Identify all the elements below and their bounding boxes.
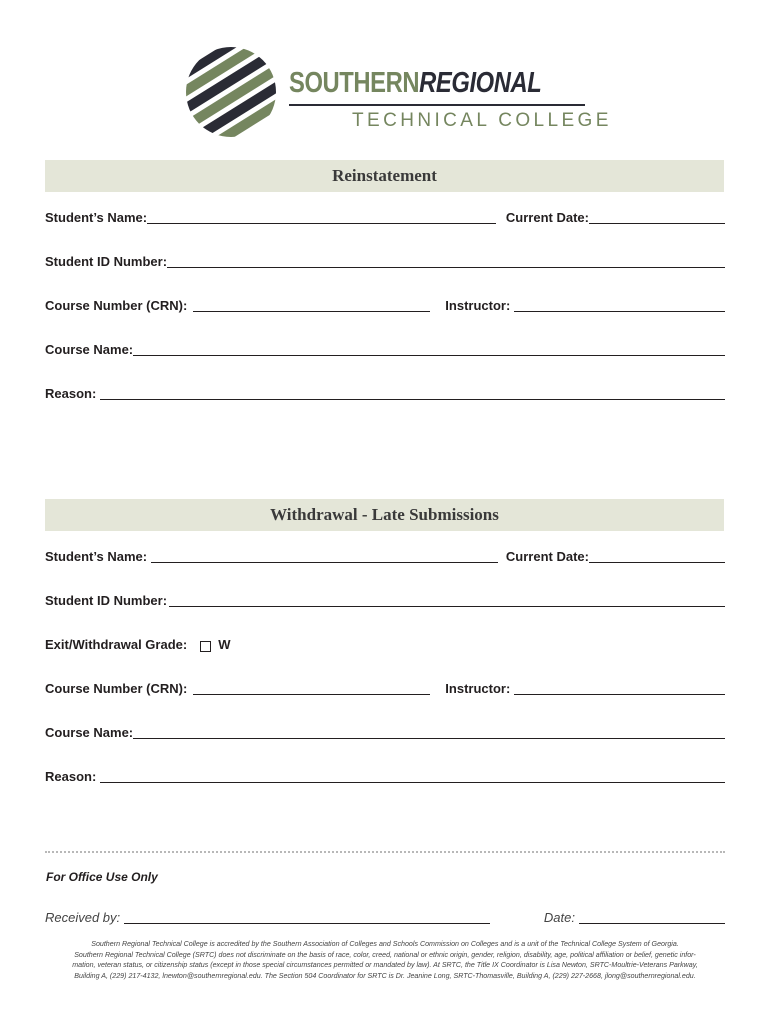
withdrawal-grade-row (45, 636, 725, 652)
logo-divider (289, 104, 585, 106)
office-divider (45, 851, 725, 853)
office-date-field[interactable] (579, 923, 725, 924)
reason-field[interactable] (100, 782, 725, 783)
received-by-label: Received by: (45, 910, 121, 925)
course-number-label: Course Number (CRN): (45, 681, 188, 696)
reinstatement-name-row (45, 209, 725, 225)
grade-w-label: W (218, 637, 231, 652)
reinstatement-id-row (45, 253, 725, 269)
office-received-row (45, 909, 725, 925)
college-logo-mark (185, 46, 277, 138)
students-name-label: Student’s Name: (45, 210, 148, 225)
course-name-field[interactable] (133, 355, 725, 356)
grade-w-checkbox[interactable] (200, 641, 211, 652)
withdrawal-section-header: Withdrawal - Late Submissions (45, 499, 724, 531)
students-name-label: Student’s Name: (45, 549, 148, 564)
course-name-label: Course Name: (45, 725, 134, 740)
logo-name-southern: SOUTHERN (289, 67, 420, 99)
withdrawal-id-row (45, 592, 725, 608)
footer-line: mation, veteran status, or citizenship status (except in those special circumstances permitted or mandated by law). At SRTC, the Title IX Coordinator is Lisa Newton, SRTC-Moultrie-Veterans Parkway, (72, 961, 698, 969)
students-name-field[interactable] (151, 562, 498, 563)
course-name-field[interactable] (133, 738, 725, 739)
office-date-label: Date: (543, 910, 575, 925)
course-number-field[interactable] (193, 311, 430, 312)
withdrawal-course-name-row (45, 724, 725, 740)
footer-line: Southern Regional Technical College is accredited by the Southern Association of Colleges and Schools Commission on Colleges and is a unit of the Technical College System of Georgia. (91, 940, 679, 948)
college-logo (185, 46, 612, 142)
reinstatement-section-header: Reinstatement (45, 160, 724, 192)
withdrawal-course-row (45, 680, 725, 696)
current-date-label: Current Date: (505, 210, 589, 225)
course-number-label: Course Number (CRN): (45, 298, 188, 313)
student-id-field[interactable] (169, 606, 725, 607)
current-date-field[interactable] (589, 562, 725, 563)
withdrawal-reason-row (45, 768, 725, 784)
reason-label: Reason: (45, 386, 97, 401)
student-id-field[interactable] (167, 267, 725, 268)
student-id-label: Student ID Number: (45, 254, 168, 269)
footer-line: Southern Regional Technical College (SRTC) does not discriminate on the basis of race, color, creed, national or ethnic origin, gender, religion, disability, age, political affiliation or belief, genetic infor- (74, 950, 696, 959)
logo-name-regional: REGIONAL (419, 67, 542, 99)
exit-withdrawal-grade-label: Exit/Withdrawal Grade: (45, 637, 188, 652)
instructor-label: Instructor: (445, 298, 511, 313)
office-use-heading: For Office Use Only (46, 870, 158, 884)
accreditation-footer (40, 939, 730, 981)
current-date-label: Current Date: (505, 549, 589, 564)
received-by-field[interactable] (124, 923, 490, 924)
college-logo-wordmark (289, 67, 542, 100)
instructor-field[interactable] (514, 311, 725, 312)
reinstatement-course-name-row (45, 341, 725, 357)
instructor-label: Instructor: (445, 681, 511, 696)
reason-field[interactable] (100, 399, 725, 400)
course-number-field[interactable] (193, 694, 430, 695)
student-id-label: Student ID Number: (45, 593, 168, 608)
reinstatement-reason-row (45, 385, 725, 401)
withdrawal-name-row (45, 548, 725, 564)
logo-subtitle: TECHNICAL COLLEGE (352, 110, 612, 131)
instructor-field[interactable] (514, 694, 725, 695)
reinstatement-course-row (45, 297, 725, 313)
footer-line: Building A, (229) 217-4132, lnewton@southernregional.edu. The Section 504 Coordinator for SRTC is Dr. Jeanine Long, SRTC-Thomasville, Building A, (229) 227-2668, jlong@southernregional.edu. (74, 971, 696, 980)
students-name-field[interactable] (147, 223, 496, 224)
current-date-field[interactable] (589, 223, 725, 224)
reason-label: Reason: (45, 769, 97, 784)
course-name-label: Course Name: (45, 342, 134, 357)
